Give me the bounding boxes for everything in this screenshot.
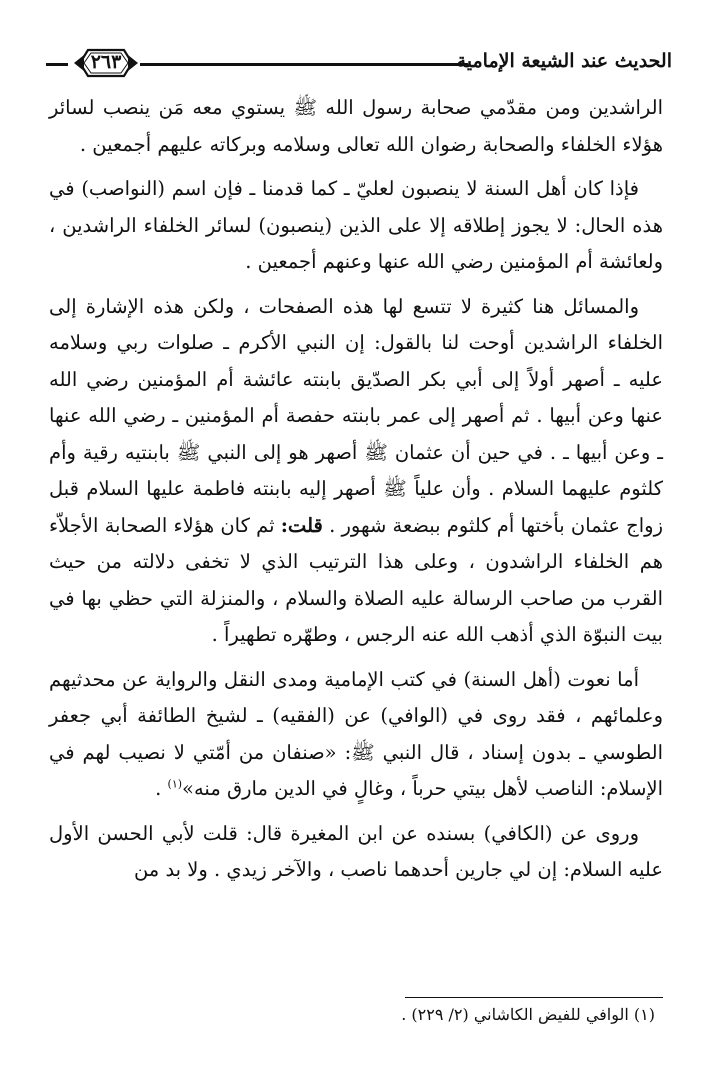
footnote-reference: (١) — [167, 777, 183, 791]
paragraph-text: والمسائل هنا كثيرة لا تتسع لها هذه الصفحات ، ولكن هذه الإشارة إلى الخلفاء الراشدين أوحت لنا بالقول: إن النبي الأكرم ـ صلوات ربي وسلامه عليه ـ أصهر أولاً إلى أبي بكر الصدّيق بابنته عائشة أم المؤمنين رضي الله عنها وعن أبيها . ثم أصهر إلى عمر بابنته حفصة أم المؤمنين ـ رضي الله عنها ـ وعن أبيها ـ . في حين أن عثمان ﷺ أصهر هو إلى النبي ﷺ بابنتيه رقية وأم كلثوم عليهما السلام . وأن علياً ﷺ أصهر إليه بابنته فاطمة عليها السلام قبل زواج عثمان بأختها أم كلثوم ببضعة شهور . — [49, 294, 664, 537]
header-rule-right — [140, 63, 468, 66]
page-number-badge — [70, 46, 142, 80]
running-title: الحديث عند الشيعة الإمامية — [456, 50, 672, 72]
paragraph: وروى عن (الكافي) بسنده عن ابن المغيرة قال: قلت لأبي الحسن الأول عليه السلام: إن لي جارين أحدهما ناصب ، والآخر زيدي . ولا بد من — [49, 821, 663, 881]
paragraph: فإذا كان أهل السنة لا ينصبون لعليّ ـ كما قدمنا ـ فإن اسم (النواصب) في هذه الحال: لا يجوز إطلاقه إلا على الذين (ينصبون) لسائر الخلفاء الراشدين ، ولعائشة أم المؤمنين رضي الله عنها وعنهم أجمعين . — [49, 177, 663, 273]
paragraph-text: ثم كان هؤلاء الصحابة الأجلاّء هم الخلفاء الراشدون ، وعلى هذا الترتيب الذي لا تخفى دلالته من حيث القرب من صاحب الرسالة عليه الصلاة والسلام ، والمنزلة التي حظي بها في بيت النبوّة الذي أذهب الله عنه الرجس ، وطهّره تطهيراً . — [49, 513, 663, 646]
qultu-label: قلت: — [280, 513, 323, 537]
main-text — [49, 90, 663, 897]
paragraph-text: أما نعوت (أهل السنة) في كتب الإمامية ومدى النقل والرواية عن محدثيهم وعلمائهم ، فقد روى في (الوافي) عن (الفقيه) ـ لشيخ الطائفة أبي جعفر الطوسي ـ بدون إسناد ، قال النبي ﷺ: «صنفان من أمّتي لا نصيب لهم في الإسلام: الناصب لأهل بيتي حرباً ، وغالٍ في الدين مارق منه» — [49, 667, 663, 800]
paragraph — [49, 662, 663, 808]
paragraph-end: . — [155, 777, 162, 800]
header-rule-left — [46, 63, 68, 66]
footnote-separator — [405, 997, 663, 998]
page-number: ٢٦٣ — [90, 51, 122, 73]
page-header — [42, 44, 672, 84]
paragraph — [49, 289, 663, 654]
paragraph: الراشدين ومن مقدّمي صحابة رسول الله ﷺ يستوي معه مَن ينصب لسائر هؤلاء الخلفاء والصحابة رضوان الله تعالى وسلامه وبركاته عليهم أجمعين . — [49, 96, 663, 156]
footnote: (١) الوافي للفيض الكاشاني (٢/ ٢٢٩) . — [401, 1005, 655, 1024]
